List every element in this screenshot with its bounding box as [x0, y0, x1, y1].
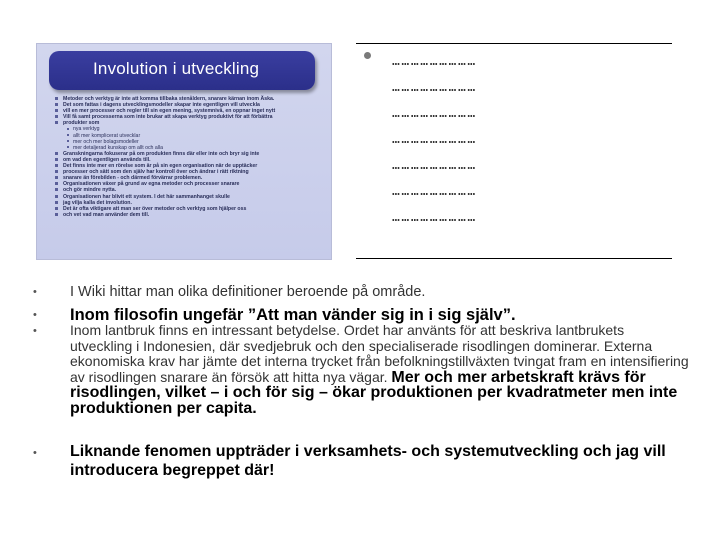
notes-line: ………………………	[392, 158, 477, 173]
slide-body-line: och gör mindre nytta.	[55, 187, 311, 193]
slide-body	[55, 96, 311, 218]
slide-body-line: produkter som	[55, 120, 311, 126]
slide-body-line: nya verktyg	[55, 126, 311, 132]
bullet-icon: •	[33, 447, 37, 459]
slide-body-line: jag vilja kalla det involution.	[55, 200, 311, 206]
slide-body-line: mer och mer bolagsmodeller	[55, 139, 311, 145]
slide-title-bar	[49, 51, 315, 90]
slide-body-line: Metoder och verktyg är inte att komma tillbaka stenåldern, snarare kärnan inom Äska.	[55, 96, 311, 102]
notes-line: ………………………	[392, 210, 477, 225]
notes-line: ………………………	[392, 54, 477, 69]
bullet-icon: •	[33, 309, 37, 321]
bullet-lantbruk-bold: Mer och mer arbetskraft krävs för risodlingen, vilket – i och för sig – ökar produktionen per kvadratmeter men inte produktionen per capita.	[70, 368, 678, 417]
slide-thumbnail	[36, 43, 332, 260]
slide-body-line: vill en mer processer och regler till sin egen mening, systemnivå, en oppnar inget nytt	[55, 108, 311, 114]
bullet-filosofi: Inom filosofin ungefär ”Att man vänder sig in i sig själv”.	[70, 306, 516, 324]
slide-body-line: snarare än förebilden - och därmed förvärrar problemen.	[55, 175, 311, 181]
bullet-icon: •	[33, 325, 37, 337]
slide-body-line: och vet vad man använder dem till.	[55, 212, 311, 218]
slide-body-line: Organisationen växer på grund av egna metoder och processer snarare	[55, 181, 311, 187]
slide-body-line: Det finns inte mer en rörelse som är på sin egen organisation när de upptäcker	[55, 163, 311, 169]
notes-line: ………………………	[392, 80, 477, 95]
notes-line: ………………………	[392, 106, 477, 121]
slide-title: Involution i utveckling	[93, 59, 260, 78]
slide-body-line: processer och sätt som den själv har kontroll över och ändrar i rätt riktning	[55, 169, 311, 175]
slide-body-line: Organisationen har blivit ett system. I det här sammanhanget skulle	[55, 194, 311, 200]
slide-body-line: allt mer komplicerat utvecklar	[55, 133, 311, 139]
notes-top-rule	[356, 43, 672, 44]
notes-bottom-rule	[356, 258, 672, 259]
bullet-lantbruk	[70, 323, 690, 417]
bullet-lantbruk-text: Inom lantbruk finns en intressant betydelse. Ordet har använts för att beskriva lantbrukets utveckling i Indonesien, där svedjebruk och den specialiserade risodlingen dominerar. Externa ekonomiska krav har jämte det interna trycket från befolkningstillväxten tvingat fram en intensifiering av risodlingen snarare än försök att hitta nya vägar.	[70, 322, 689, 385]
slide-body-line: mer detaljerad kunskap om allt och alla	[55, 145, 311, 151]
notes-line: ………………………	[392, 132, 477, 147]
bullet-liknande: Liknande fenomen uppträder i verksamhets- och systemutveckling och jag vill introducera begreppet där!	[70, 443, 666, 479]
slide-body-line: Vill få samt processerna som inte brukar att skapa verktyg produktivt för att förbättra	[55, 114, 311, 120]
bullet-icon: •	[33, 286, 37, 298]
notes-bullet-icon	[364, 52, 371, 59]
slide-body-line: Granskningarna fokuserar på om produkten finns där eller inte och bryr sig inte	[55, 151, 311, 157]
notes-line: ………………………	[392, 184, 477, 199]
slide-body-line: om vad den egentligen används till.	[55, 157, 311, 163]
slide-body-line: Det är ofta viktigare att man ser över metoder och verktyg som hjälper oss	[55, 206, 311, 212]
bullet-wiki: I Wiki hittar man olika definitioner beroende på område.	[70, 284, 426, 300]
slide-body-line: Det som fattas i dagens utvecklingsmodeller skapar inte egentligen vill utveckla	[55, 102, 311, 108]
